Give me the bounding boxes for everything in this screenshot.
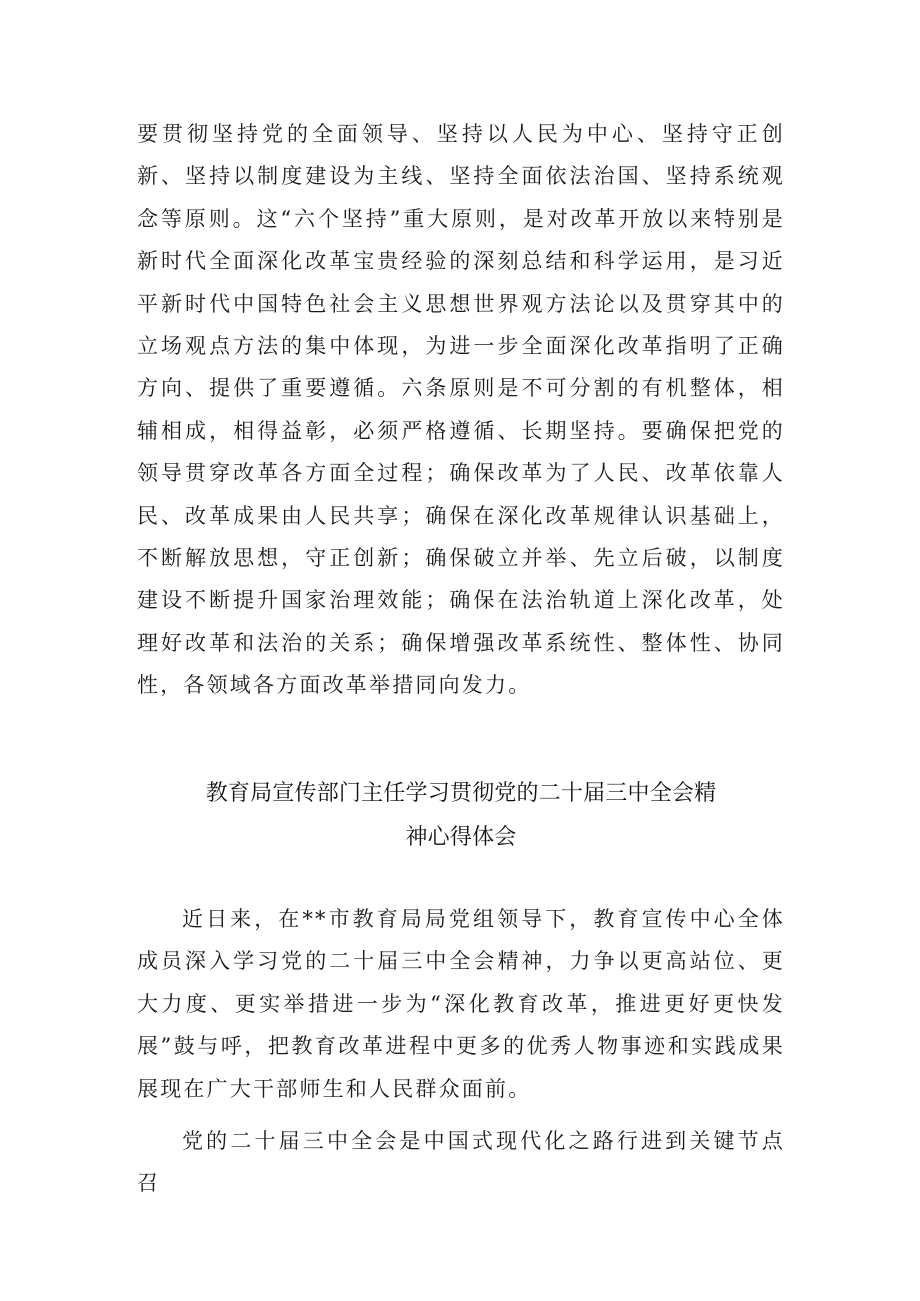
article-title [137, 772, 785, 860]
article-title-line-2: 神心得体会 [405, 825, 517, 850]
body-paragraph-intro: 近日来，在**市教育局局党组领导下，教育宣传中心全体成员深入学习党的二十届三中全会精神，力争以更高站位、更大力度、更实举措进一步为“深化教育改革，推进更好更快发展”鼓与呼，把教育改革进程中更多的优秀人物事迹和实践成果展现在广大干部师生和人民群众面前。 [137, 907, 785, 1101]
body-paragraph-principles: 要贯彻坚持党的全面领导、坚持以人民为中心、坚持守正创新、坚持以制度建设为主线、坚持全面依法治国、坚持系统观念等原则。这“六个坚持”重大原则，是对改革开放以来特别是新时代全面深化改革宝贵经验的深刻总结和科学运用，是习近平新时代中国特色社会主义思想世界观方法论以及贯穿其中的立场观点方法的集中体现，为进一步全面深化改革指明了正确方向、提供了重要遵循。六条原则是不可分割的有机整体，相辅相成，相得益彰，必须严格遵循、长期坚持。要确保把党的领导贯穿改革各方面全过程；确保改革为了人民、改革依靠人民、改革成果由人民共享；确保在深化改革规律认识基础上，不断解放思想，守正创新；确保破立并举、先立后破，以制度建设不断提升国家治理效能；确保在法治轨道上深化改革，处理好改革和法治的关系；确保增强改革系统性、整体性、协同性，各领域各方面改革举措同向发力。 [137, 122, 785, 698]
article-title-line-1: 教育局宣传部门主任学习贯彻党的二十届三中全会精 [205, 781, 717, 806]
body-paragraph-continued: 党的二十届三中全会是中国式现代化之路行进到关键节点召 [137, 1129, 785, 1196]
